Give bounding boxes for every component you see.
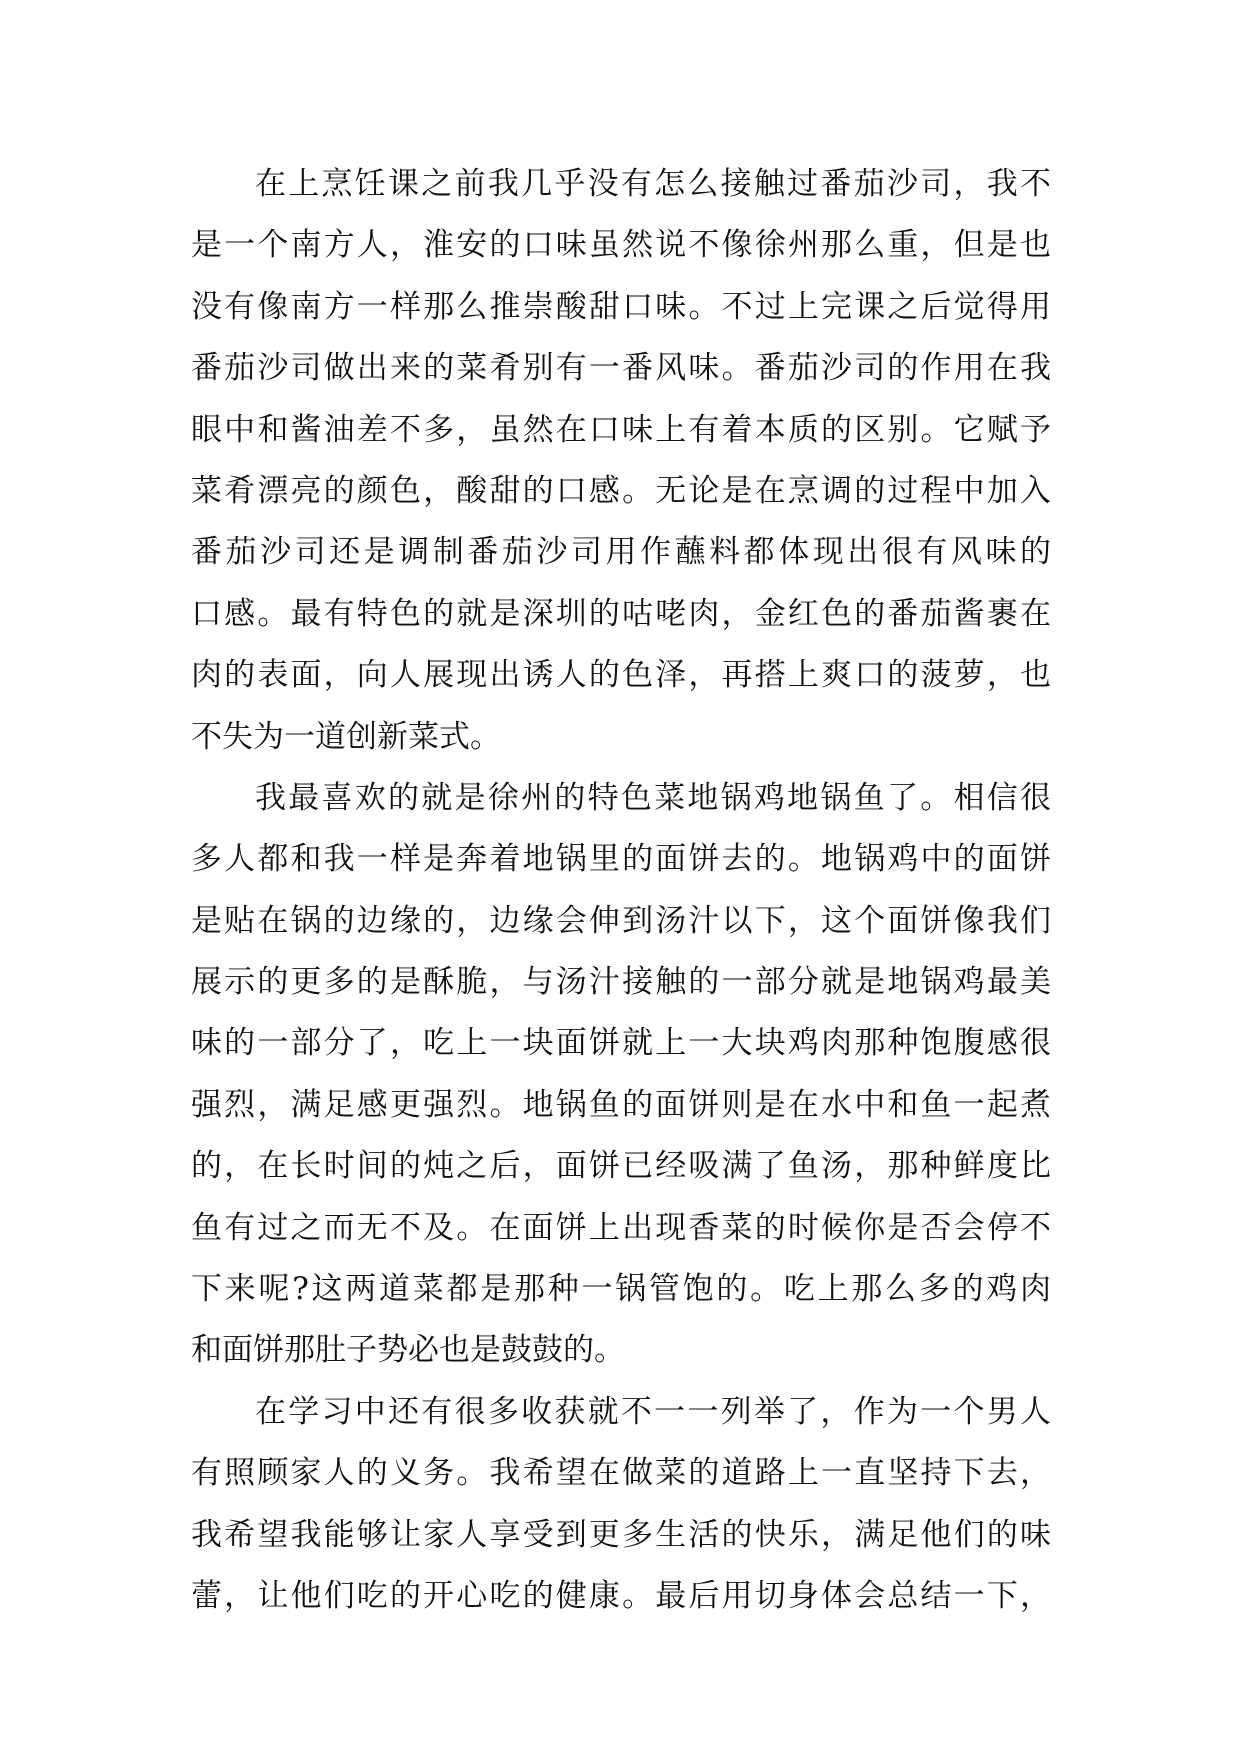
paragraph-1-line-1: 在上烹饪课之前我几乎没有怎么接触过番茄沙司，我不	[255, 166, 1051, 202]
paragraph-1-line-7: 番茄沙司还是调制番茄沙司用作蘸料都体现出很有风味的	[191, 534, 1051, 571]
body-text	[191, 154, 1051, 1627]
paragraph-2-line-6: 强烈，满足感更强烈。地锅鱼的面饼则是在水中和鱼一起煮	[191, 1086, 1051, 1123]
paragraph-1-line-5: 眼中和酱油差不多，虽然在口味上有着本质的区别。它赋予	[191, 411, 1051, 448]
paragraph-3-line-4: 蕾，让他们吃的开心吃的健康。最后用切身体会总结一下，	[191, 1577, 1051, 1614]
paragraph-1-line-2: 是一个南方人，淮安的口味虽然说不像徐州那么重，但是也	[191, 227, 1051, 264]
paragraph-2-line-8: 鱼有过之而无不及。在面饼上出现香菜的时候你是否会停不	[191, 1209, 1051, 1246]
paragraph-2-line-1: 我最喜欢的就是徐州的特色菜地锅鸡地锅鱼了。相信很	[255, 779, 1051, 816]
paragraph-2-line-3: 是贴在锅的边缘的，边缘会伸到汤汁以下，这个面饼像我们	[191, 902, 1051, 939]
paragraph-2-line-9: 下来呢?这两道菜都是那种一锅管饱的。吃上那么多的鸡肉	[191, 1271, 1051, 1308]
paragraph-2-line-2: 多人都和我一样是奔着地锅里的面饼去的。地锅鸡中的面饼	[191, 841, 1051, 878]
paragraph-3-line-3: 我希望我能够让家人享受到更多生活的快乐，满足他们的味	[191, 1516, 1051, 1553]
paragraph-2-line-4: 展示的更多的是酥脆，与汤汁接触的一部分就是地锅鸡最美	[191, 964, 1051, 1001]
paragraph-3-line-1: 在学习中还有很多收获就不一一列举了，作为一个男人	[255, 1393, 1051, 1430]
paragraph-1-line-9: 肉的表面，向人展现出诱人的色泽，再搭上爽口的菠萝，也	[191, 657, 1051, 694]
paragraph-1-line-3: 没有像南方一样那么推崇酸甜口味。不过上完课之后觉得用	[191, 288, 1051, 325]
paragraph-2-line-7: 的，在长时间的炖之后，面饼已经吸满了鱼汤，那种鲜度比	[191, 1148, 1051, 1185]
paragraph-1-line-8: 口感。最有特色的就是深圳的咕咾肉，金红色的番茄酱裹在	[191, 595, 1051, 632]
paragraph-1-line-10: 不失为一道创新菜式。	[191, 718, 501, 755]
paragraph-3-line-2: 有照顾家人的义务。我希望在做菜的道路上一直坚持下去，	[191, 1455, 1051, 1492]
paragraph-1-line-6: 菜肴漂亮的颜色，酸甜的口感。无论是在烹调的过程中加入	[191, 472, 1051, 509]
paragraph-1-line-4: 番茄沙司做出来的菜肴别有一番风味。番茄沙司的作用在我	[191, 350, 1051, 387]
paragraph-2-line-5: 味的一部分了，吃上一块面饼就上一大块鸡肉那种饱腹感很	[191, 1025, 1051, 1062]
paragraph-2-line-10: 和面饼那肚子势必也是鼓鼓的。	[191, 1332, 625, 1369]
